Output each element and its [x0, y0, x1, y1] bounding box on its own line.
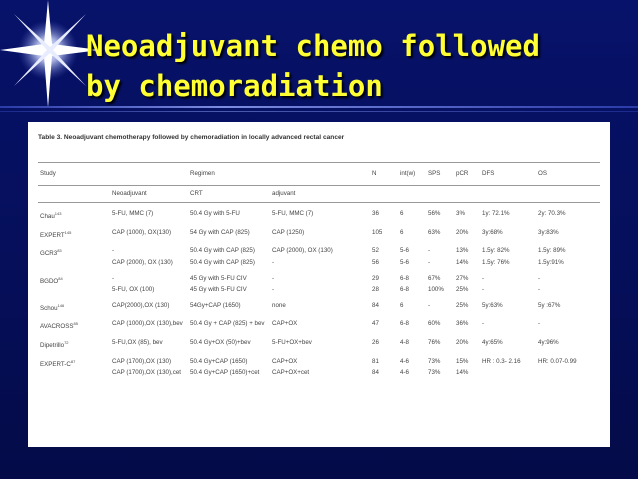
- cell-dfs: HR : 0.3- 2.16: [482, 357, 521, 365]
- cell-n: 105: [372, 228, 383, 236]
- cell-neo: CAP (1700),OX (130): [112, 357, 172, 365]
- cell-sps: 100%: [428, 286, 444, 294]
- cell-int: 4-6: [400, 357, 409, 365]
- cell-sps: 56%: [428, 210, 441, 217]
- table-row: [38, 339, 600, 351]
- divider-top: [0, 106, 638, 108]
- cell-crt: 45 Gy with 5-FU CIV: [190, 274, 247, 282]
- cell-pcr: 25%: [456, 301, 469, 309]
- cell-int: 4-8: [400, 339, 409, 347]
- table-row: [38, 247, 600, 259]
- cell-adj: -: [272, 286, 275, 294]
- cell-sps: 73%: [428, 369, 441, 377]
- cell-crt: 54Gy+CAP (1650): [190, 301, 241, 309]
- header-study: Study: [38, 163, 110, 186]
- cell-pcr: 36%: [456, 320, 469, 328]
- header-int: int(w): [398, 163, 426, 186]
- cell-adj: none: [272, 301, 286, 309]
- study-name: EXPERT-$C^{87}$: [40, 358, 76, 368]
- cell-dfs: 1y: 72.1%: [482, 210, 510, 217]
- cell-os: -: [538, 274, 541, 282]
- cell-int: 6: [400, 228, 404, 236]
- cell-sps: -: [428, 247, 431, 255]
- cell-crt: 50.4 Gy with CAP (825): [190, 258, 255, 266]
- cell-dfs: 1.5y: 76%: [482, 258, 510, 266]
- cell-crt: 50.4 Gy + CAP (825) + bev: [190, 320, 265, 328]
- cell-n: 29: [372, 274, 379, 282]
- subheader-crt: CRT: [188, 186, 270, 203]
- cell-int: 6-8: [400, 320, 409, 328]
- table-row: [38, 229, 600, 241]
- table-row: [38, 358, 600, 370]
- cell-int: 5-6: [400, 247, 409, 255]
- cell-neo: CAP (2000), OX (130): [112, 258, 173, 266]
- cell-dfs: -: [482, 274, 485, 282]
- cell-dfs: [480, 369, 536, 378]
- cell-sps: 60%: [428, 320, 441, 328]
- cell-neo: CAP(2000),OX (130): [112, 301, 170, 309]
- cell-adj: -: [272, 258, 275, 266]
- cell-n: 26: [372, 339, 379, 347]
- cell-os: 1.5y: 89%: [538, 247, 566, 255]
- cell-crt: 50.4 Gy+CAP (1650)+cet: [190, 369, 260, 377]
- cell-sps: -: [428, 258, 431, 266]
- cell-pcr: 14%: [456, 369, 469, 377]
- cell-dfs: 5y:63%: [482, 301, 503, 309]
- cell-crt: 50.4 Gy+OX (50)+bev: [190, 339, 251, 347]
- cell-sps: 63%: [428, 228, 441, 236]
- header-row: [38, 163, 600, 186]
- cell-n: 47: [372, 320, 379, 328]
- cell-dfs: -: [482, 286, 485, 294]
- cell-dfs: 3y:68%: [482, 228, 503, 236]
- cell-os: 5y :67%: [538, 301, 561, 309]
- table-row: [38, 210, 600, 222]
- cell-sps: 76%: [428, 339, 441, 347]
- cell-adj: 5-FU, MMC (7): [272, 210, 314, 217]
- cell-adj: CAP+OX: [272, 357, 298, 365]
- cell-neo: CAP (1000),OX (130),bev: [112, 320, 183, 328]
- header-pcr: pCR: [454, 163, 480, 186]
- header-n: N: [370, 163, 398, 186]
- header-sps: SPS: [426, 163, 454, 186]
- study-name: $GCR3^{83}$: [40, 248, 62, 258]
- cell-pcr: 20%: [456, 339, 469, 347]
- cell-pcr: 3%: [456, 210, 465, 217]
- cell-crt: 50.4 Gy with 5-FU: [190, 210, 240, 217]
- cell-n: 84: [372, 301, 379, 309]
- cell-os: 2y: 70.3%: [538, 210, 566, 217]
- cell-n: 84: [372, 369, 379, 377]
- cell-crt: 54 Gy with CAP (825): [190, 228, 250, 236]
- cell-neo: 5-FU, MMC (7): [112, 210, 154, 217]
- cell-pcr: 15%: [456, 357, 469, 365]
- cell-os: HR: 0.07-0.99: [538, 357, 577, 365]
- cell-adj: CAP (1250): [272, 228, 305, 236]
- cell-sps: -: [428, 301, 431, 309]
- table-row: [38, 286, 600, 295]
- cell-os: [536, 369, 600, 378]
- title-line-1: Neoadjuvant chemo followed: [86, 29, 540, 63]
- header-regimen: Regimen: [188, 163, 370, 186]
- cell-neo: 5-FU,OX (85), bev: [112, 339, 163, 347]
- cell-n: 28: [372, 286, 379, 294]
- cell-pcr: 13%: [456, 247, 469, 255]
- cell-adj: CAP+OX: [272, 320, 298, 328]
- study-name: Schou$^{146}$: [40, 302, 65, 312]
- cell-int: 6-8: [400, 286, 409, 294]
- cell-crt: 50.4 Gy+CAP (1650): [190, 357, 248, 365]
- cell-dfs: 4y:65%: [482, 339, 503, 347]
- subheader-adjuvant: adjuvant: [270, 186, 370, 203]
- cell-os: 4y:96%: [538, 339, 559, 347]
- study-name: [38, 286, 110, 295]
- cell-pcr: 14%: [456, 258, 469, 266]
- cell-int: 6-8: [400, 274, 409, 282]
- cell-pcr: 27%: [456, 274, 469, 282]
- subheader-row: [38, 186, 600, 203]
- cell-os: -: [538, 320, 541, 328]
- cell-os: 1.5y:91%: [538, 258, 564, 266]
- cell-neo: CAP (1000), OX(130): [112, 228, 172, 236]
- divider-bottom: [0, 111, 638, 112]
- cell-n: 56: [372, 258, 379, 266]
- cell-crt: 50.4 Gy with CAP (825): [190, 247, 255, 255]
- cell-neo: CAP (1700),OX (130),cet: [112, 369, 182, 377]
- cell-pcr: 20%: [456, 228, 469, 236]
- table-row: [38, 259, 600, 268]
- cell-adj: -: [272, 274, 275, 282]
- cell-pcr: 25%: [456, 286, 469, 294]
- cell-dfs: -: [482, 320, 485, 328]
- table-image-panel: [28, 122, 610, 447]
- study-name: Dipetrillo$^{72}$: [40, 340, 69, 350]
- cell-neo: -: [112, 247, 115, 255]
- cell-int: 4-6: [400, 369, 409, 377]
- cell-int: 6: [400, 210, 404, 217]
- cell-crt: 45 Gy with 5-FU CIV: [190, 286, 247, 294]
- subheader-neoadjuvant: Neoadjuvant: [110, 186, 188, 203]
- table-caption: Table 3. Neoadjuvant chemotherapy followed by chemoradiation in locally advanced rectal cancer: [38, 134, 345, 141]
- cell-n: 52: [372, 247, 379, 255]
- table-row: [38, 275, 600, 287]
- study-name: Chau$^{143}$: [40, 211, 62, 221]
- study-name: [38, 369, 110, 378]
- title-line-2: by chemoradiation: [86, 69, 383, 103]
- results-table: [38, 162, 600, 378]
- cell-n: 36: [372, 210, 379, 217]
- cell-os: 3y:83%: [538, 228, 559, 236]
- study-name: [38, 259, 110, 268]
- table-row: [38, 369, 600, 378]
- slide-title: [86, 26, 626, 106]
- cell-adj: CAP+OX+cet: [272, 369, 310, 377]
- study-name: AVACROSS$^{85}$: [40, 321, 78, 331]
- study-name: EXPERT$^{145}$: [40, 229, 72, 239]
- cell-int: 5-6: [400, 258, 409, 266]
- cell-dfs: 1.5y: 82%: [482, 247, 510, 255]
- cell-os: -: [538, 286, 541, 294]
- cell-int: 6: [400, 301, 404, 309]
- cell-neo: -: [112, 274, 115, 282]
- cell-neo: 5-FU, OX (100): [112, 286, 155, 294]
- table-row: [38, 320, 600, 332]
- cell-sps: 73%: [428, 357, 441, 365]
- cell-n: 81: [372, 357, 379, 365]
- table-row: [38, 302, 600, 314]
- cell-adj: 5-FU+OX+bev: [272, 339, 312, 347]
- cell-sps: 67%: [428, 274, 441, 282]
- header-dfs: DFS: [480, 163, 536, 186]
- header-os: OS: [536, 163, 600, 186]
- cell-adj: CAP (2000), OX (130): [272, 247, 333, 255]
- study-name: BGDO$^{84}$: [40, 275, 63, 285]
